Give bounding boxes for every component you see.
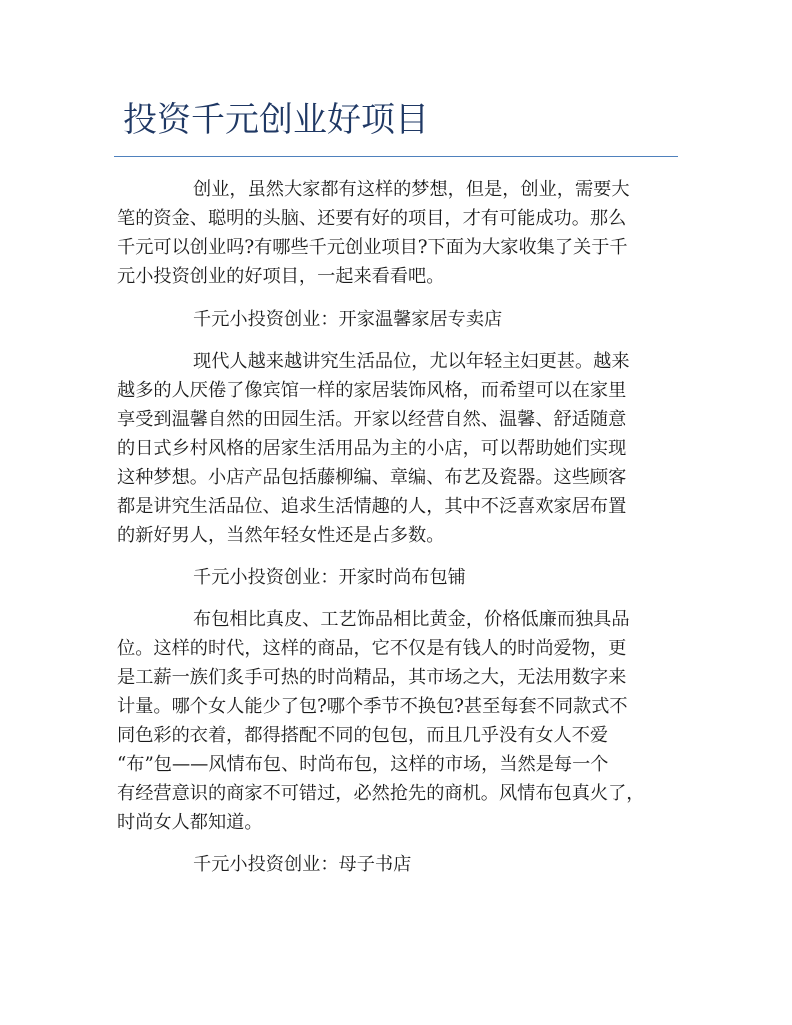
paragraph-line: 的日式乡村风格的居家生活用品为主的小店，可以帮助她们实现: [117, 438, 627, 459]
paragraph-line: 享受到温馨自然的田园生活。开家以经营自然、温馨、舒适随意: [117, 409, 627, 430]
paragraph-line: 创业，虽然大家都有这样的梦想，但是，创业，需要大: [193, 179, 630, 200]
paragraph-line: 的新好男人，当然年轻女性还是占多数。: [117, 525, 445, 546]
paragraph-line: “布”包——风情布包、时尚布包，这样的市场，当然是每一个: [117, 754, 609, 775]
section-heading-home-store: 千元小投资创业：开家温馨家居专卖店: [193, 309, 503, 330]
paragraph-line: 是工薪一族们炙手可热的时尚精品，其市场之大，无法用数字来: [117, 667, 627, 688]
paragraph-line: 元小投资创业的好项目，一起来看看吧。: [117, 266, 445, 287]
title-underline-divider: [114, 156, 678, 157]
paragraph-line: 这种梦想。小店产品包括藤柳编、章编、布艺及瓷器。这些顾客: [117, 467, 627, 488]
paragraph-line: 越多的人厌倦了像宾馆一样的家居装饰风格，而希望可以在家里: [117, 380, 627, 401]
paragraph-line: 位。这样的时代，这样的商品，它不仅是有钱人的时尚爱物，更: [117, 638, 627, 659]
document-title: 投资千元创业好项目: [123, 100, 429, 140]
paragraph-line: 现代人越来越讲究生活品位，尤以年轻主妇更甚。越来: [193, 351, 630, 372]
paragraph-line: 千元可以创业吗?有哪些千元创业项目?下面为大家收集了关于千: [117, 237, 628, 258]
paragraph-line: 都是讲究生活品位、追求生活情趣的人，其中不泛喜欢家居布置: [117, 496, 627, 517]
section-heading-bookstore: 千元小投资创业：母子书店: [193, 854, 412, 875]
paragraph-line: 有经营意识的商家不可错过，必然抢先的商机。风情布包真火了，: [117, 783, 645, 804]
paragraph-line: 布包相比真皮、工艺饰品相比黄金，价格低廉而独具品: [193, 609, 630, 630]
paragraph-line: 同色彩的衣着，都得搭配不同的包包，而且几乎没有女人不爱: [117, 725, 609, 746]
paragraph-line: 计量。哪个女人能少了包?哪个季节不换包?甚至每套不同款式不: [117, 696, 628, 717]
section-heading-cloth-bag-shop: 千元小投资创业：开家时尚布包铺: [193, 567, 466, 588]
paragraph-line: 笔的资金、聪明的头脑、还要有好的项目，才有可能成功。那么: [117, 208, 627, 229]
paragraph-line: 时尚女人都知道。: [117, 812, 263, 833]
